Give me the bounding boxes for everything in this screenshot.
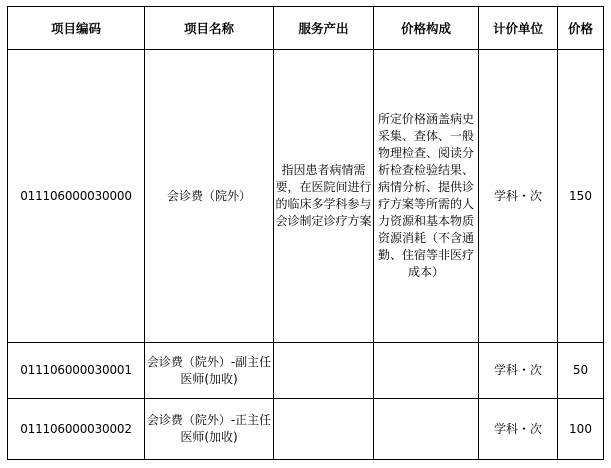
- table-row: [8, 50, 604, 343]
- item-name-cell: 会诊费（院外）-正主任医师(加收): [145, 399, 274, 460]
- header-price-composition: 价格构成: [374, 7, 479, 50]
- header-item-code: 项目编码: [8, 7, 145, 50]
- table-row: [8, 399, 604, 460]
- item-name-cell: 会诊费（院外）: [145, 50, 274, 343]
- pricing-unit-cell: 学科・次: [479, 343, 558, 399]
- service-output-cell: 指因患者病情需要，在医院间进行的临床多学科参与会诊制定诊疗方案: [274, 50, 374, 343]
- price-cell: 50: [558, 343, 604, 399]
- header-row: [8, 7, 604, 50]
- header-item-name: 项目名称: [145, 7, 274, 50]
- service-output-cell: [274, 343, 374, 399]
- price-composition-cell: [374, 343, 479, 399]
- item-code-cell: 011106000030000: [8, 50, 145, 343]
- header-pricing-unit: 计价单位: [479, 7, 558, 50]
- header-service-output: 服务产出: [274, 7, 374, 50]
- pricing-unit-cell: 学科・次: [479, 50, 558, 343]
- price-composition-cell: [374, 399, 479, 460]
- table-row: [8, 343, 604, 399]
- item-code-cell: 011106000030001: [8, 343, 145, 399]
- service-output-cell: [274, 399, 374, 460]
- price-cell: 150: [558, 50, 604, 343]
- header-price: 价格: [558, 7, 604, 50]
- price-table: [7, 6, 604, 460]
- item-name-cell: 会诊费（院外）-副主任医师(加收): [145, 343, 274, 399]
- item-code-cell: 011106000030002: [8, 399, 145, 460]
- price-cell: 100: [558, 399, 604, 460]
- pricing-unit-cell: 学科・次: [479, 399, 558, 460]
- price-composition-cell: 所定价格涵盖病史采集、查体、一般物理检查、阅读分析检查检验结果、病情分析、提供诊疗方案等所需的人力资源和基本物质资源消耗（不含通勤、住宿等非医疗成本）: [374, 50, 479, 343]
